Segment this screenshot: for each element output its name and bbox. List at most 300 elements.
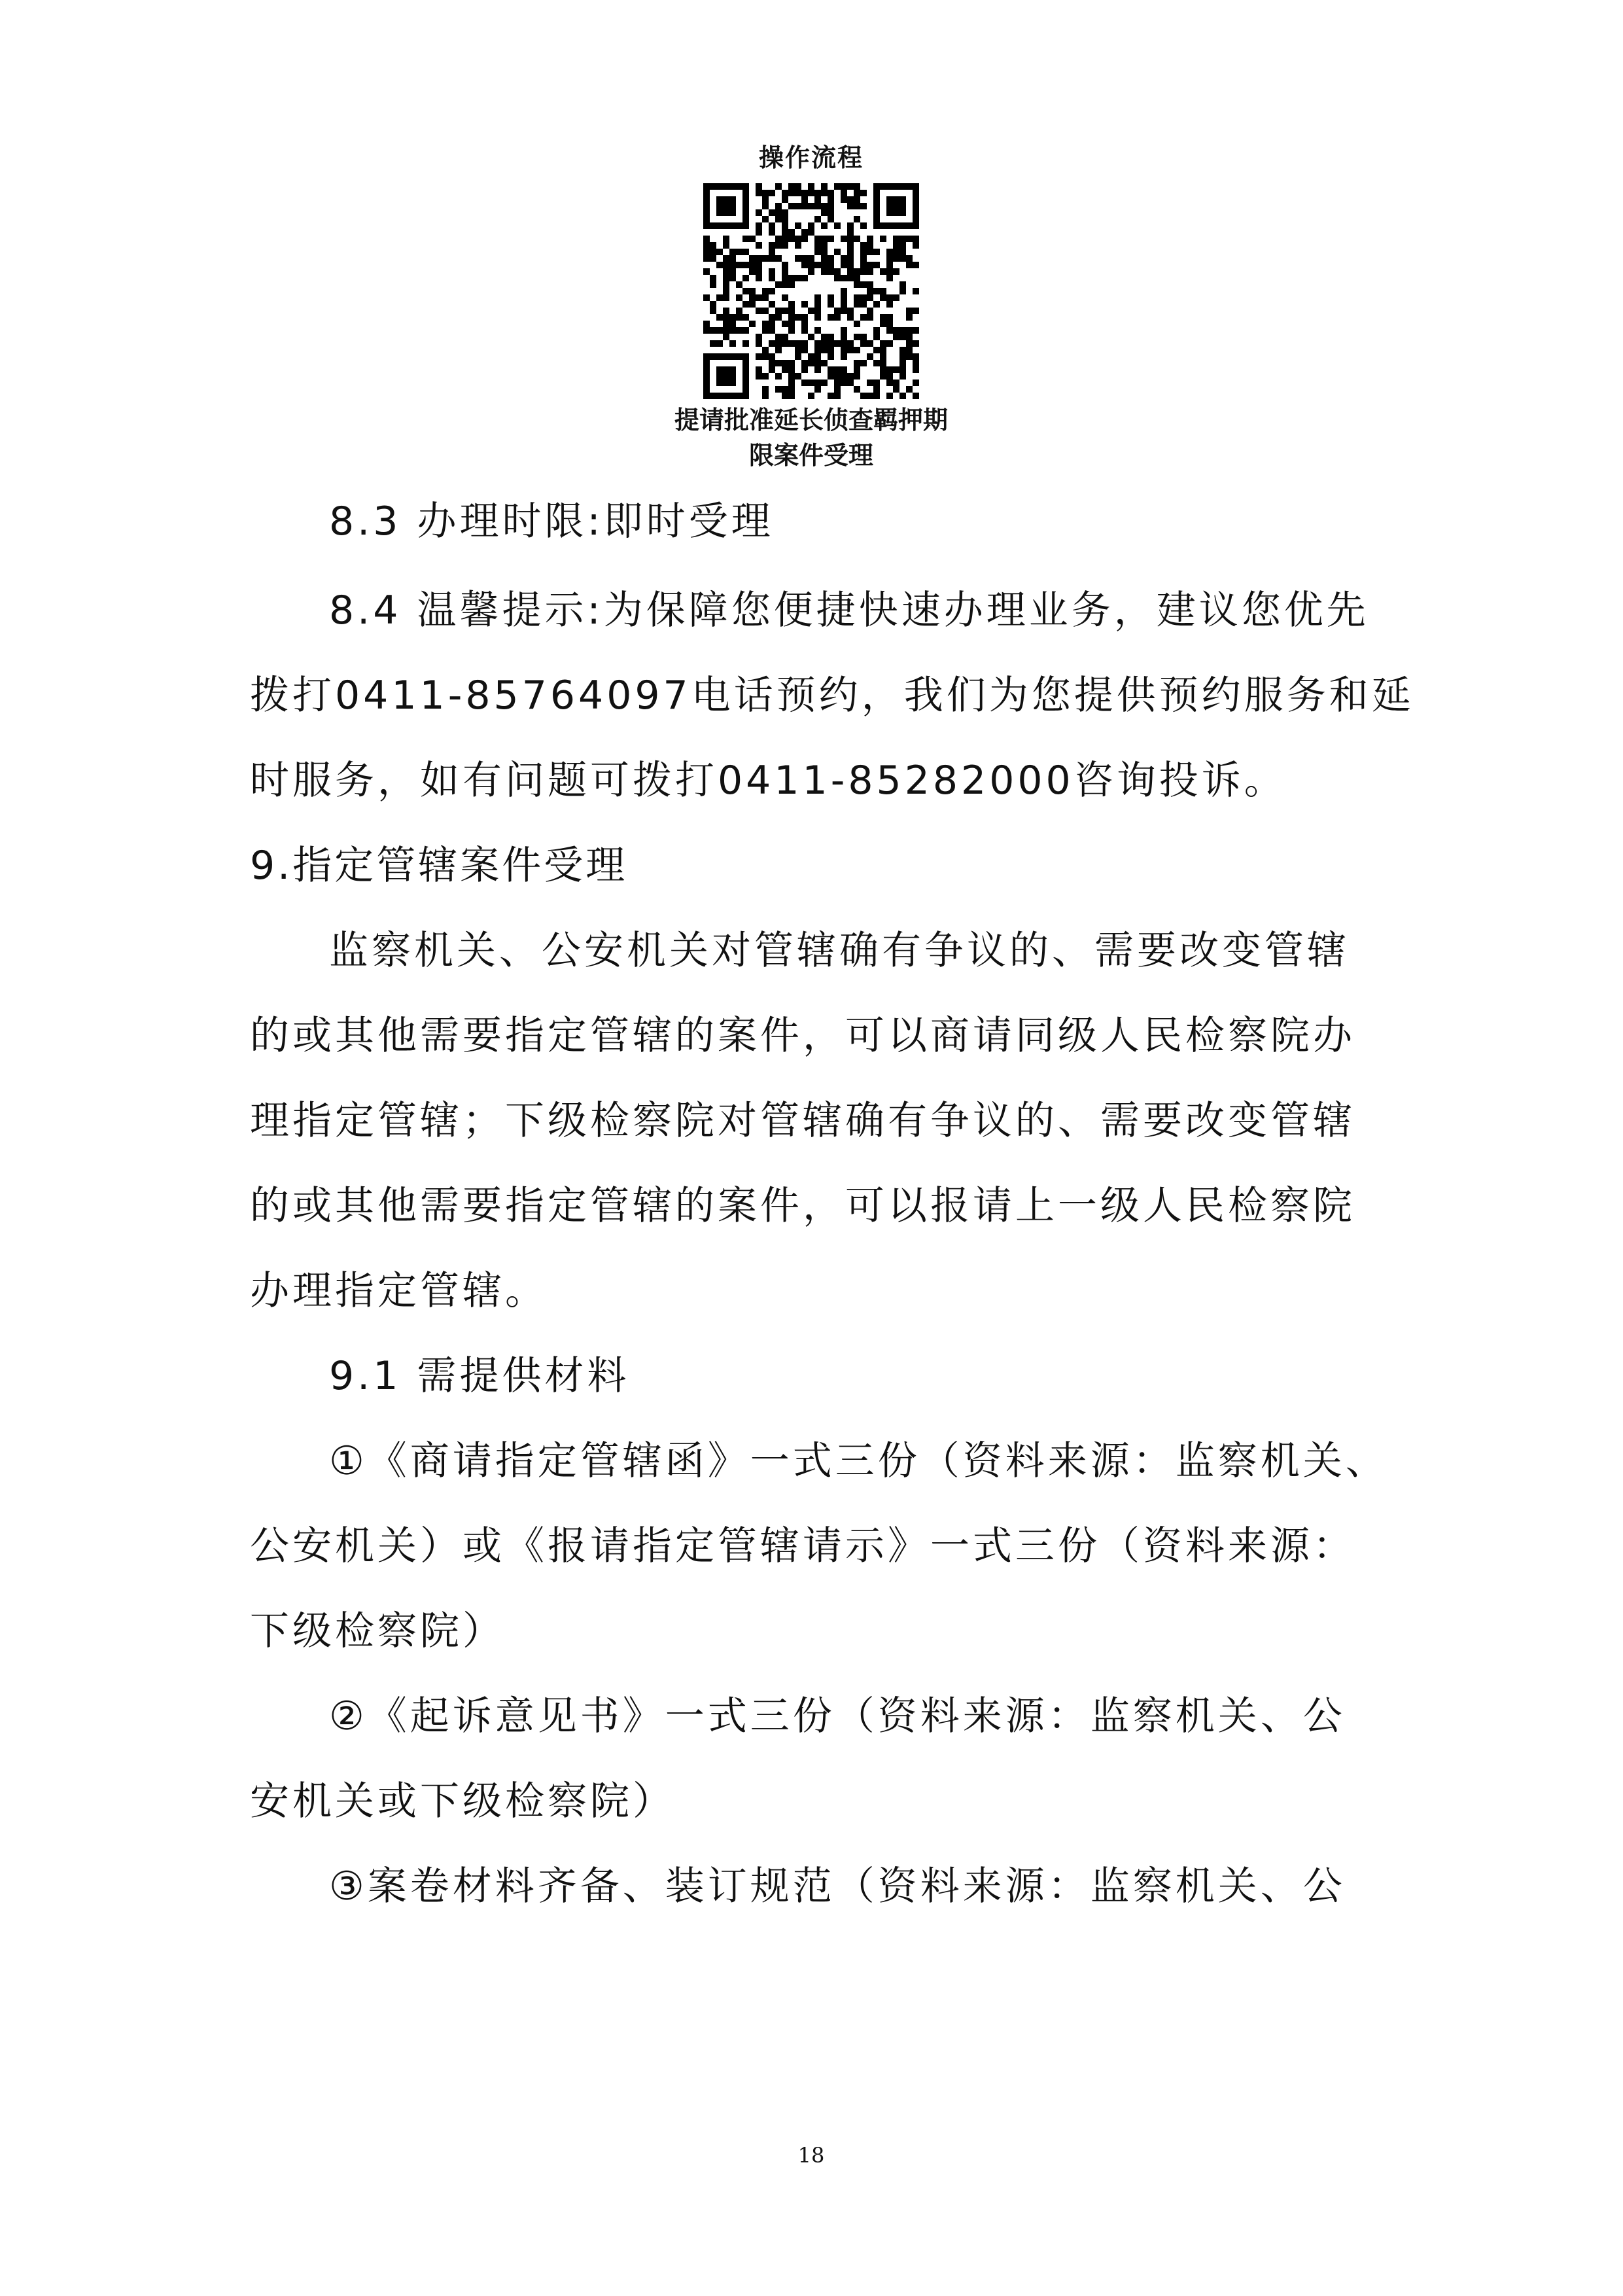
- qr-module: [749, 268, 756, 275]
- qr-module: [814, 203, 821, 209]
- qr-module: [801, 190, 808, 196]
- qr-module: [847, 347, 854, 353]
- qr-module: [769, 360, 775, 366]
- qr-module: [854, 281, 860, 288]
- qr-module: [899, 249, 906, 255]
- qr-module: [703, 255, 710, 262]
- qr-module: [886, 301, 893, 308]
- qr-module: [769, 222, 775, 229]
- qr-module: [854, 294, 860, 301]
- qr-module: [821, 190, 828, 196]
- qr-module: [821, 203, 828, 209]
- section-8-3: 8.3 办理时限:即时受理: [329, 499, 774, 544]
- qr-module: [834, 373, 841, 380]
- qr-module: [775, 183, 782, 190]
- qr-module: [834, 340, 841, 347]
- qr-module: [854, 196, 860, 203]
- qr-module: [814, 314, 821, 321]
- qr-module: [795, 340, 801, 347]
- qr-module: [867, 288, 873, 294]
- qr-module: [788, 321, 795, 327]
- qr-module: [814, 347, 821, 353]
- qr-module: [860, 249, 867, 255]
- qr-module: [847, 183, 854, 190]
- qr-module: [729, 321, 736, 327]
- qr-module: [808, 380, 814, 386]
- qr-module: [854, 386, 860, 393]
- qr-module: [736, 249, 742, 255]
- qr-module: [880, 268, 886, 275]
- qr-module: [828, 314, 834, 321]
- qr-module: [762, 294, 769, 301]
- qr-module: [703, 236, 710, 242]
- qr-module: [841, 327, 847, 334]
- qr-module: [854, 275, 860, 281]
- qr-module: [723, 288, 729, 294]
- qr-module: [808, 183, 814, 190]
- section-8-4-line-3: 时服务，如有问题可拨打0411-85282000咨询投诉。: [250, 758, 1287, 804]
- qr-module: [756, 268, 762, 275]
- section-9-1-heading: 9.1 需提供材料: [329, 1353, 630, 1399]
- qr-module: [775, 314, 782, 321]
- qr-module: [782, 294, 788, 301]
- qr-module: [801, 255, 808, 262]
- qr-module: [775, 209, 782, 216]
- qr-module: [867, 353, 873, 360]
- qr-module: [756, 308, 762, 314]
- qr-module: [795, 242, 801, 249]
- qr-module: [860, 360, 867, 366]
- qr-module: [834, 366, 841, 373]
- qr-module: [782, 216, 788, 222]
- qr-module: [749, 288, 756, 294]
- qr-module: [710, 242, 716, 249]
- qr-module: [867, 294, 873, 301]
- qr-module: [906, 314, 913, 321]
- qr-module: [834, 183, 841, 190]
- qr-caption: [615, 402, 1007, 473]
- qr-module: [899, 353, 906, 360]
- qr-module: [886, 327, 893, 334]
- qr-module: [736, 281, 742, 288]
- qr-module: [841, 373, 847, 380]
- qr-module: [808, 190, 814, 196]
- qr-module: [788, 301, 795, 308]
- qr-module: [906, 236, 913, 242]
- qr-module: [847, 236, 854, 242]
- material-line-2: 公安机关）或《报请指定管辖请示》一式三份（资料来源：: [250, 1523, 1355, 1569]
- qr-module: [769, 314, 775, 321]
- qr-module: [756, 190, 762, 196]
- qr-module: [847, 196, 854, 203]
- qr-module: [710, 301, 716, 308]
- qr-module: [893, 294, 899, 301]
- qr-module: [828, 216, 834, 222]
- qr-module: [867, 281, 873, 288]
- qr-module: [841, 366, 847, 373]
- qr-module: [736, 314, 742, 321]
- qr-module: [716, 294, 723, 301]
- qr-module: [821, 360, 828, 366]
- qr-module: [880, 236, 886, 242]
- qr-module: [710, 249, 716, 255]
- qr-module: [834, 268, 841, 275]
- qr-module: [913, 242, 919, 249]
- qr-module: [749, 301, 756, 308]
- qr-module: [886, 314, 893, 321]
- qr-module: [769, 353, 775, 360]
- qr-module: [821, 255, 828, 262]
- qr-module: [860, 314, 867, 321]
- section-9-body-line-5: 办理指定管辖。: [250, 1268, 548, 1314]
- qr-module: [814, 242, 821, 249]
- section-9-body-line-2: 的或其他需要指定管辖的案件，可以商请同级人民检察院办: [250, 1013, 1355, 1059]
- qr-module: [716, 314, 723, 321]
- qr-module: [867, 268, 873, 275]
- section-8-4-line-2: 拨打0411-85764097电话预约，我们为您提供预约服务和延: [250, 673, 1414, 718]
- qr-module: [788, 203, 795, 209]
- qr-module: [854, 216, 860, 222]
- qr-module: [847, 255, 854, 262]
- qr-module: [873, 301, 880, 308]
- qr-module: [716, 327, 723, 334]
- qr-module: [769, 268, 775, 275]
- qr-module: [867, 262, 873, 268]
- qr-module: [749, 255, 756, 262]
- qr-module: [867, 242, 873, 249]
- qr-module: [801, 327, 808, 334]
- qr-module: [893, 255, 899, 262]
- qr-module: [801, 203, 808, 209]
- qr-module: [834, 393, 841, 399]
- qr-module: [775, 242, 782, 249]
- qr-module: [841, 380, 847, 386]
- qr-module: [723, 275, 729, 281]
- qr-module: [828, 334, 834, 340]
- qr-module: [860, 203, 867, 209]
- qr-module: [854, 334, 860, 340]
- qr-module: [808, 203, 814, 209]
- qr-module: [828, 190, 834, 196]
- qr-module: [906, 347, 913, 353]
- qr-module: [886, 268, 893, 275]
- qr-module: [710, 327, 716, 334]
- qr-module: [814, 366, 821, 373]
- qr-module: [880, 314, 886, 321]
- qr-module: [893, 249, 899, 255]
- qr-module: [808, 268, 814, 275]
- qr-module: [913, 262, 919, 268]
- qr-module: [723, 327, 729, 334]
- qr-module: [710, 340, 716, 347]
- qr-module: [847, 229, 854, 236]
- qr-module: [795, 222, 801, 229]
- qr-module: [913, 288, 919, 294]
- qr-module: [808, 229, 814, 236]
- qr-module: [788, 393, 795, 399]
- qr-module: [893, 334, 899, 340]
- qr-module: [854, 268, 860, 275]
- qr-module: [795, 373, 801, 380]
- qr-module: [899, 393, 906, 399]
- qr-module: [782, 196, 788, 203]
- qr-module: [775, 386, 782, 393]
- qr-module: [893, 366, 899, 373]
- qr-module: [742, 236, 749, 242]
- qr-module: [795, 190, 801, 196]
- qr-module: [762, 203, 769, 209]
- qr-module: [841, 353, 847, 360]
- qr-module: [841, 340, 847, 347]
- qr-module: [828, 262, 834, 268]
- qr-module: [723, 262, 729, 268]
- qr-module: [814, 196, 821, 203]
- qr-module: [729, 249, 736, 255]
- qr-module: [801, 275, 808, 281]
- qr-module: [762, 190, 769, 196]
- material-line-4: ②《起诉意见书》一式三份（资料来源：监察机关、公: [329, 1693, 1346, 1739]
- qr-module: [723, 314, 729, 321]
- qr-module: [703, 327, 710, 334]
- qr-module: [749, 262, 756, 268]
- qr-module: [886, 393, 893, 399]
- qr-module: [742, 249, 749, 255]
- qr-module: [762, 288, 769, 294]
- qr-module: [723, 242, 729, 249]
- qr-module: [893, 242, 899, 249]
- qr-module: [723, 268, 729, 275]
- qr-module: [782, 321, 788, 327]
- qr-module: [716, 340, 723, 347]
- qr-module: [899, 236, 906, 242]
- qr-module: [782, 393, 788, 399]
- qr-module: [756, 222, 762, 229]
- qr-module: [814, 249, 821, 255]
- qr-module: [899, 242, 906, 249]
- qr-module: [775, 347, 782, 353]
- qr-module: [913, 236, 919, 242]
- qr-module: [821, 242, 828, 249]
- qr-module: [729, 255, 736, 262]
- qr-module: [860, 281, 867, 288]
- qr-module: [782, 360, 788, 366]
- qr-module: [756, 255, 762, 262]
- qr-module: [762, 353, 769, 360]
- qr-module: [736, 308, 742, 314]
- qr-module: [834, 314, 841, 321]
- qr-module: [801, 321, 808, 327]
- qr-module: [769, 255, 775, 262]
- qr-module: [801, 380, 808, 386]
- qr-module: [756, 275, 762, 281]
- qr-module: [841, 255, 847, 262]
- qr-module: [847, 314, 854, 321]
- qr-module: [828, 353, 834, 360]
- qr-module: [860, 222, 867, 229]
- qr-module: [814, 262, 821, 268]
- qr-module: [899, 255, 906, 262]
- qr-module: [913, 393, 919, 399]
- qr-module: [841, 301, 847, 308]
- material-line-5: 安机关或下级检察院）: [250, 1778, 675, 1824]
- qr-module: [795, 347, 801, 353]
- qr-module: [775, 236, 782, 242]
- qr-module: [769, 366, 775, 373]
- qr-caption-line-1: 提请批准延长侦查羁押期: [674, 406, 948, 434]
- qr-module: [821, 249, 828, 255]
- qr-module: [821, 334, 828, 340]
- qr-module: [886, 340, 893, 347]
- qr-module: [769, 242, 775, 249]
- qr-module: [828, 255, 834, 262]
- qr-module: [762, 196, 769, 203]
- qr-module: [808, 334, 814, 340]
- qr-module: [847, 242, 854, 249]
- qr-module: [873, 262, 880, 268]
- qr-module: [775, 255, 782, 262]
- qr-module: [756, 294, 762, 301]
- qr-module: [814, 353, 821, 360]
- qr-module: [854, 373, 860, 380]
- qr-module: [913, 380, 919, 386]
- qr-module: [703, 294, 710, 301]
- qr-module: [782, 190, 788, 196]
- qr-module: [906, 334, 913, 340]
- qr-module: [788, 340, 795, 347]
- qr-module: [756, 242, 762, 249]
- qr-module: [854, 360, 860, 366]
- qr-module: [828, 196, 834, 203]
- qr-module: [899, 281, 906, 288]
- qr-module: [769, 190, 775, 196]
- qr-module: [906, 262, 913, 268]
- qr-module: [899, 327, 906, 334]
- qr-module: [854, 236, 860, 242]
- material-line-3: 下级检察院）: [250, 1608, 505, 1654]
- qr-module: [873, 393, 880, 399]
- qr-module: [808, 393, 814, 399]
- qr-module: [841, 294, 847, 301]
- qr-module: [801, 196, 808, 203]
- qr-module: [749, 321, 756, 327]
- qr-module: [801, 262, 808, 268]
- qr-module: [893, 327, 899, 334]
- qr-module: [801, 340, 808, 347]
- qr-module: [723, 321, 729, 327]
- qr-module: [742, 340, 749, 347]
- qr-module: [788, 229, 795, 236]
- qr-module: [834, 275, 841, 281]
- qr-module: [788, 236, 795, 242]
- qr-module: [847, 373, 854, 380]
- qr-module: [775, 340, 782, 347]
- qr-module: [841, 347, 847, 353]
- qr-module: [814, 340, 821, 347]
- qr-module: [834, 249, 841, 255]
- qr-module: [723, 334, 729, 340]
- qr-module: [775, 360, 782, 366]
- qr-module: [769, 301, 775, 308]
- qr-module: [782, 334, 788, 340]
- qr-module: [788, 360, 795, 366]
- qr-module: [710, 255, 716, 262]
- qr-module: [788, 386, 795, 393]
- qr-module: [860, 340, 867, 347]
- qr-module: [814, 308, 821, 314]
- qr-module: [880, 373, 886, 380]
- qr-module: [769, 288, 775, 294]
- qr-module: [828, 340, 834, 347]
- qr-module: [795, 314, 801, 321]
- qr-module: [756, 209, 762, 216]
- qr-module: [906, 386, 913, 393]
- qr-module: [854, 183, 860, 190]
- qr-module: [756, 262, 762, 268]
- qr-module: [899, 347, 906, 353]
- qr-module: [860, 301, 867, 308]
- qr-module: [814, 294, 821, 301]
- qr-module: [867, 314, 873, 321]
- qr-module: [756, 366, 762, 373]
- qr-module: [801, 301, 808, 308]
- qr-module: [828, 268, 834, 275]
- qr-module: [814, 386, 821, 393]
- qr-module: [886, 366, 893, 373]
- qr-module: [703, 242, 710, 249]
- section-9-body-line-4: 的或其他需要指定管辖的案件，可以报请上一级人民检察院: [250, 1183, 1355, 1229]
- qr-module: [788, 327, 795, 334]
- qr-module: [769, 275, 775, 281]
- qr-module: [723, 294, 729, 301]
- qr-module: [886, 249, 893, 255]
- qr-module: [828, 373, 834, 380]
- qr-module: [703, 321, 710, 327]
- qr-module: [710, 308, 716, 314]
- qr-module: [795, 353, 801, 360]
- qr-module: [795, 275, 801, 281]
- qr-module: [788, 314, 795, 321]
- qr-module: [788, 190, 795, 196]
- qr-module: [841, 196, 847, 203]
- qr-module: [841, 183, 847, 190]
- qr-module: [841, 334, 847, 340]
- qr-module: [742, 314, 749, 321]
- qr-module: [788, 275, 795, 281]
- qr-module: [854, 190, 860, 196]
- qr-module: [893, 380, 899, 386]
- qr-module: [821, 236, 828, 242]
- qr-module: [729, 275, 736, 281]
- material-line-6: ③案卷材料齐备、装订规范（资料来源：监察机关、公: [329, 1863, 1346, 1909]
- qr-module: [795, 236, 801, 242]
- qr-module: [782, 340, 788, 347]
- qr-module: [867, 249, 873, 255]
- qr-module: [847, 308, 854, 314]
- qr-module: [854, 321, 860, 327]
- qr-module: [873, 334, 880, 340]
- qr-module: [788, 373, 795, 380]
- qr-module: [854, 301, 860, 308]
- qr-module: [847, 249, 854, 255]
- qr-module: [880, 294, 886, 301]
- qr-module: [854, 366, 860, 373]
- qr-module: [782, 262, 788, 268]
- qr-module: [729, 340, 736, 347]
- qr-module: [834, 222, 841, 229]
- qr-module: [762, 321, 769, 327]
- qr-module: [899, 360, 906, 366]
- qr-module: [788, 366, 795, 373]
